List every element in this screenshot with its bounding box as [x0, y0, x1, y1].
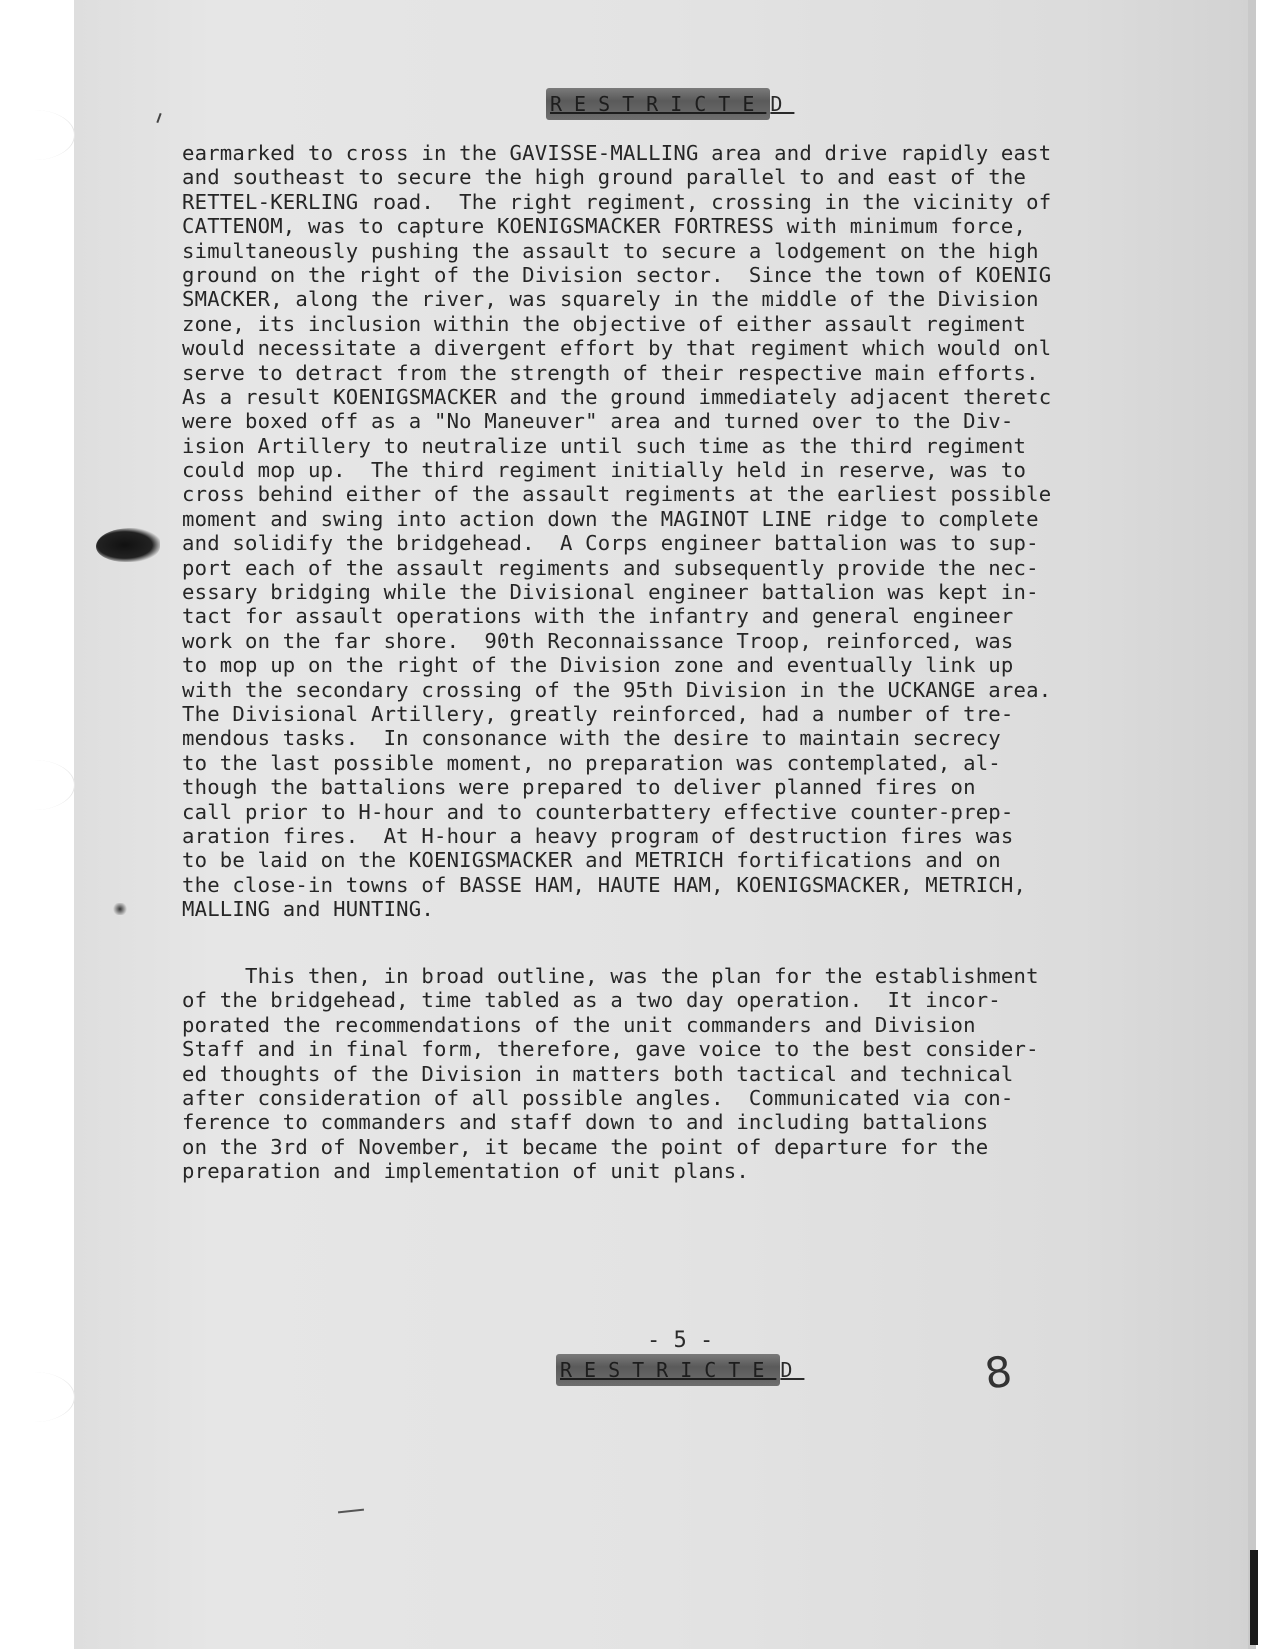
footer-stamp-text: RESTRICTE	[556, 1354, 780, 1386]
text-line: zone, its inclusion within the objective of either assault regiment	[182, 311, 1027, 336]
text-line: could mop up. The third regiment initially held in reserve, was to	[182, 458, 1027, 483]
scan-edge-mark	[1250, 1550, 1258, 1645]
text-line: work on the far shore. 90th Reconnaissance Troop, reinforced, was	[182, 628, 1014, 653]
text-line: on the 3rd of November, it became the point of departure for the	[182, 1134, 989, 1159]
text-line: the close-in towns of BASSE HAM, HAUTE HAM, KOENIGSMACKER, METRICH,	[182, 872, 1027, 897]
text-line: The Divisional Artillery, greatly reinforced, had a number of tre-	[182, 701, 1014, 726]
footer-restricted-stamp	[548, 1352, 810, 1388]
text-line: CATTENOM, was to capture KOENIGSMACKER FORTRESS with minimum force,	[182, 214, 1027, 239]
text-line: RETTEL-KERLING road. The right regiment, crossing in the vicinity of	[182, 189, 1052, 214]
ink-speck	[112, 903, 128, 915]
text-line: to mop up on the right of the Division zone and eventually link up	[182, 653, 1014, 678]
paragraph-2	[182, 964, 1212, 1184]
text-line: and southeast to secure the high ground parallel to and east of the	[182, 165, 1027, 190]
text-line: earmarked to cross in the GAVISSE-MALLING area and drive rapidly east	[182, 141, 1052, 165]
text-line: ision Artillery to neutralize until such time as the third regiment	[182, 433, 1027, 458]
text-line: This then, in broad outline, was the plan for the establishment	[182, 964, 1039, 988]
text-line: to be laid on the KOENIGSMACKER and METRICH fortifications and on	[182, 848, 1001, 873]
text-line: of the bridgehead, time tabled as a two day operation. It incor-	[182, 988, 1001, 1013]
text-line: Staff and in final form, therefore, gave voice to the best consider-	[182, 1037, 1039, 1062]
text-line: cross behind either of the assault regiments at the earliest possible	[182, 482, 1052, 507]
text-line: moment and swing into action down the MAGINOT LINE ridge to complete	[182, 506, 1039, 531]
text-line: ference to commanders and staff down to and including battalions	[182, 1110, 989, 1135]
text-line: with the secondary crossing of the 95th Division in the UCKANGE area.	[182, 677, 1052, 702]
text-line: simultaneously pushing the assault to secure a lodgement on the high	[182, 238, 1039, 263]
text-line: preparation and implementation of unit plans.	[182, 1159, 749, 1184]
text-line: and solidify the bridgehead. A Corps engineer battalion was to sup-	[182, 531, 1039, 556]
text-line: call prior to H-hour and to counterbattery effective counter-prep-	[182, 799, 1014, 824]
text-line: port each of the assault regiments and subsequently provide the nec-	[182, 555, 1039, 580]
text-line: ed thoughts of the Division in matters both tactical and technical	[182, 1061, 1014, 1086]
text-line: aration fires. At H-hour a heavy program of destruction fires was	[182, 823, 1014, 848]
text-line: serve to detract from the strength of their respective main efforts.	[182, 360, 1039, 385]
text-line: essary bridging while the Divisional engineer battalion was kept in-	[182, 580, 1039, 605]
text-line: though the battalions were prepared to deliver planned fires on	[182, 775, 976, 800]
text-line: were boxed off as a "No Maneuver" area and turned over to the Div-	[182, 409, 1014, 434]
text-line: mendous tasks. In consonance with the desire to maintain secrecy	[182, 726, 1001, 751]
binder-hole-middle	[0, 760, 75, 810]
page-edge	[1248, 0, 1256, 1649]
text-line: tact for assault operations with the infantry and general engineer	[182, 604, 1014, 629]
text-line: porated the recommendations of the unit commanders and Division	[182, 1012, 976, 1037]
text-line: As a result KOENIGSMACKER and the ground immediately adjacent theretc	[182, 384, 1052, 409]
header-restricted-stamp	[538, 86, 800, 122]
text-line: after consideration of all possible angles. Communicated via con-	[182, 1085, 1014, 1110]
text-line: to the last possible moment, no preparation was contemplated, al-	[182, 750, 1001, 775]
text-line: MALLING and HUNTING.	[182, 897, 434, 922]
header-stamp-tail: D	[770, 92, 795, 116]
binder-hole-bottom	[0, 1372, 75, 1422]
paragraph-1	[182, 141, 1212, 922]
text-line: would necessitate a divergent effort by that regiment which would onl	[182, 336, 1052, 361]
handwritten-page-number: 8	[981, 1346, 1016, 1399]
header-stamp-text: RESTRICTE	[546, 88, 770, 120]
page-number: - 5 -	[647, 1328, 714, 1353]
text-line: SMACKER, along the river, was squarely in the middle of the Division	[182, 287, 1039, 312]
footer-stamp-tail: D	[780, 1358, 805, 1382]
ink-blot	[96, 528, 160, 562]
binder-hole-top	[0, 110, 75, 160]
text-line: ground on the right of the Division sector. Since the town of KOENIG	[182, 262, 1052, 287]
